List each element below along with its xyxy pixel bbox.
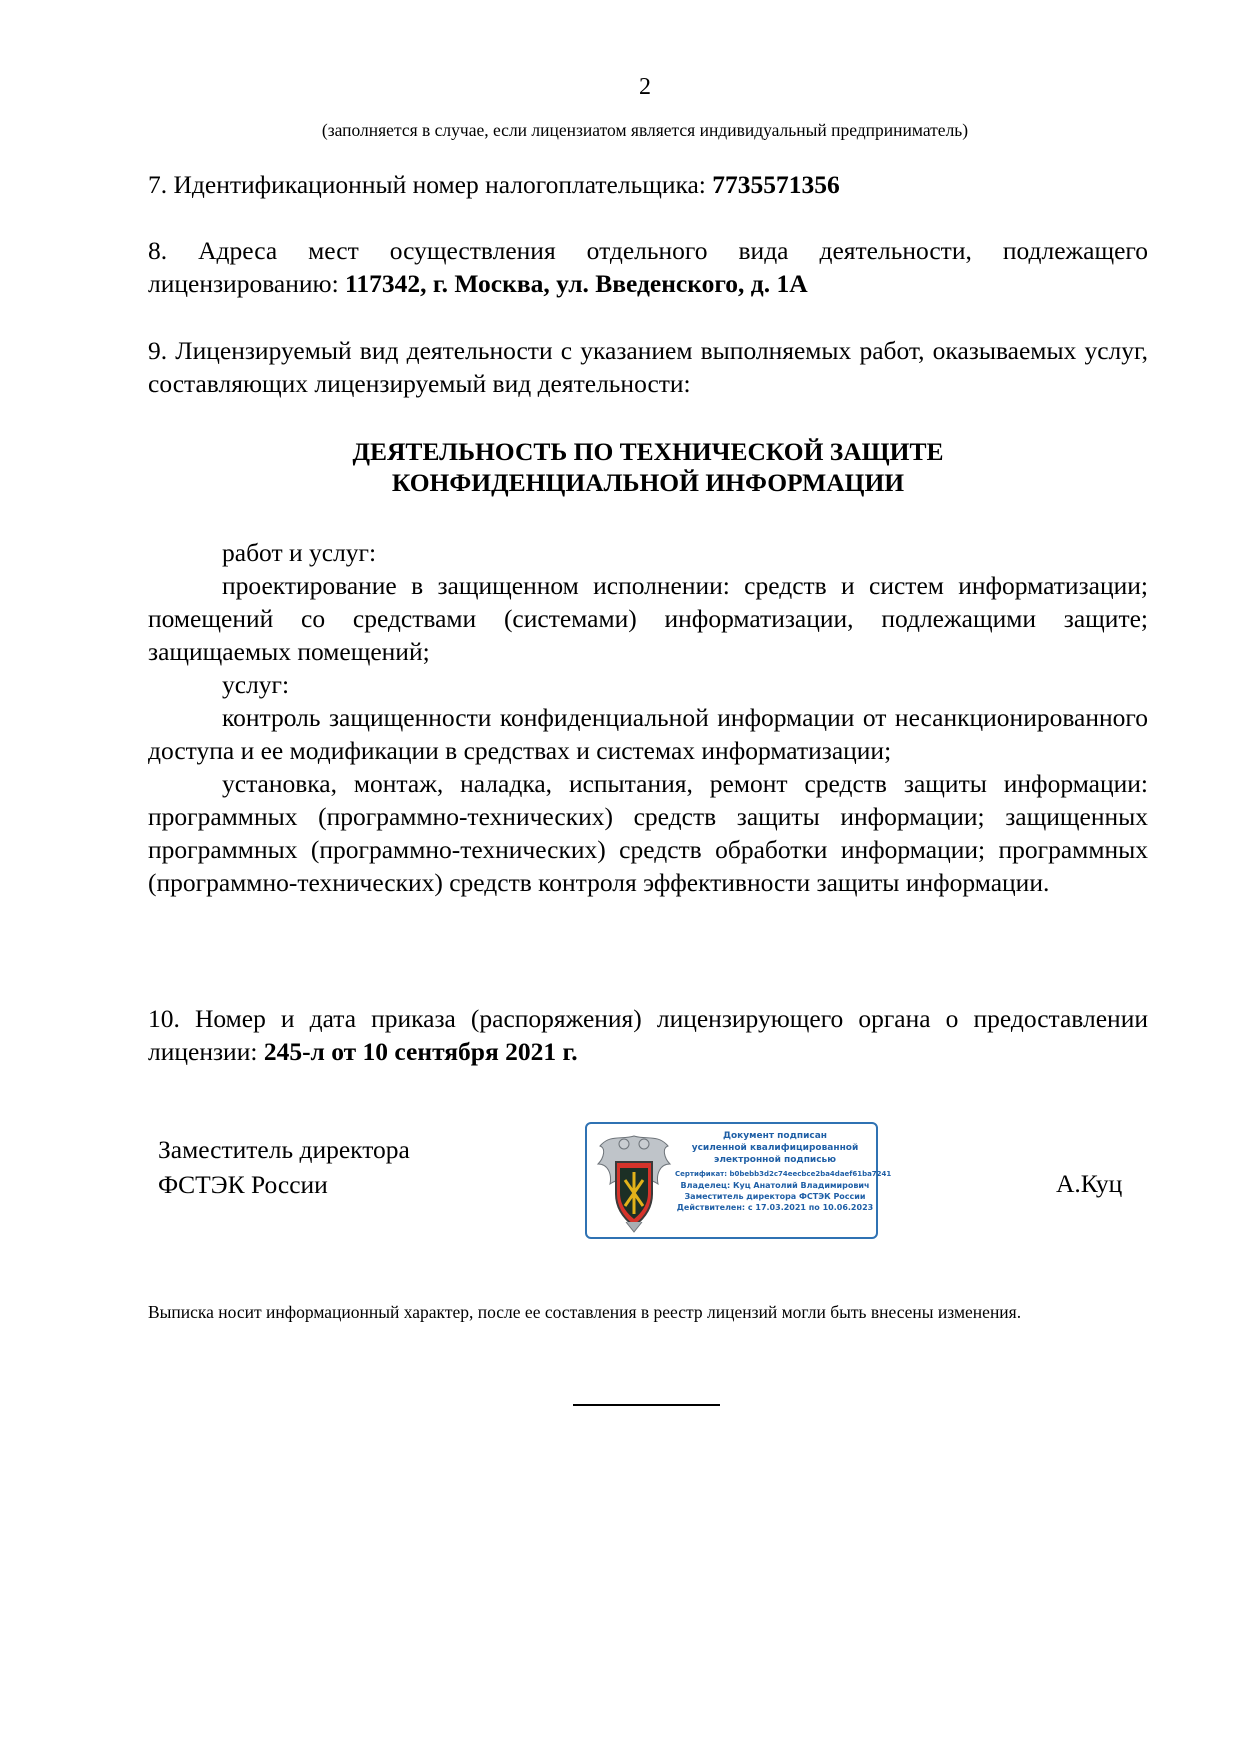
services-text-2: установка, монтаж, наладка, испытания, ремонт средств защиты информации: программных (программно-технических) средств защиты информации; защищенных программных (программно-технических) средств обработки информации; программных (программно-технических) средств контроля эффективности защиты информации. [148,769,1148,897]
stamp-position: Заместитель директора ФСТЭК России [684,1192,866,1201]
item-9 [148,334,1148,400]
address-value: 117342, г. Москва, ул. Введенского, д. 1А [345,269,808,298]
inn-value: 7735571356 [712,170,840,199]
services-text-1: контроль защищенности конфиденциальной информации от несанкционированного доступа и ее модификации в средствах и системах информатизации; [148,703,1148,765]
order-value: 245-л от 10 сентября 2021 г. [263,1037,578,1066]
works-title: работ и услуг: [222,538,377,567]
signatory-position-line1: Заместитель директора [158,1135,410,1164]
electronic-signature-stamp [585,1122,892,1239]
stamp-certificate: Сертификат: b0bebb3d2c74eecbce2ba4daef61ba7241 [675,1170,892,1178]
item-7-label: 7. Идентификационный номер налогоплательщика: [148,170,706,199]
stamp-line-3: электронной подписью [713,1155,836,1165]
item-9-label: 9. Лицензируемый вид деятельности с указанием выполняемых работ, оказываемых услуг, составляющих лицензируемый вид деятельности: [148,336,1148,398]
fstec-emblem-icon [592,1128,676,1234]
item-10 [148,1002,1148,1068]
page-number: 2 [639,74,651,100]
stamp-line-1: Документ подписан [722,1131,828,1141]
activity-heading-line2: КОНФИДЕНЦИАЛЬНОЙ ИНФОРМАЦИИ [391,468,905,497]
end-divider [573,1404,720,1406]
stamp-owner: Владелец: Куц Анатолий Владимирович [680,1181,870,1190]
footnote: Выписка носит информационный характер, после ее составления в реестр лицензий могли быть внесены изменения. [148,1302,1022,1322]
signatory-name: А.Куц [1056,1169,1123,1198]
activity-heading-line1: ДЕЯТЕЛЬНОСТЬ ПО ТЕХНИЧЕСКОЙ ЗАЩИТЕ [352,437,944,466]
item-8-label: 8. Адреса мест осуществления отдельного вида деятельности, подлежащего лицензированию: [148,236,1148,298]
signatory-position [158,1132,410,1202]
activity-heading [148,436,1148,498]
works-section [148,536,1148,899]
services-title: услуг: [222,670,290,699]
stamp-valid: Действителен: с 17.03.2021 по 10.06.2023 [676,1203,874,1212]
item-8 [148,234,1148,300]
item-10-label: 10. Номер и дата приказа (распоряжения) лицензирующего органа о предоставлении лицензии: [148,1004,1148,1066]
works-text: проектирование в защищенном исполнении: средств и систем информатизации; помещений со средствами (системами) информатизации, подлежащими защите; защищаемых помещений; [148,571,1148,666]
fill-note: (заполняется в случае, если лицензиатом является индивидуальный предприниматель) [321,120,969,140]
item-7 [148,168,1148,201]
stamp-line-2: усиленной квалифицированной [691,1143,859,1153]
stamp-text [675,1130,892,1213]
signatory-position-line2: ФСТЭК России [158,1170,328,1199]
